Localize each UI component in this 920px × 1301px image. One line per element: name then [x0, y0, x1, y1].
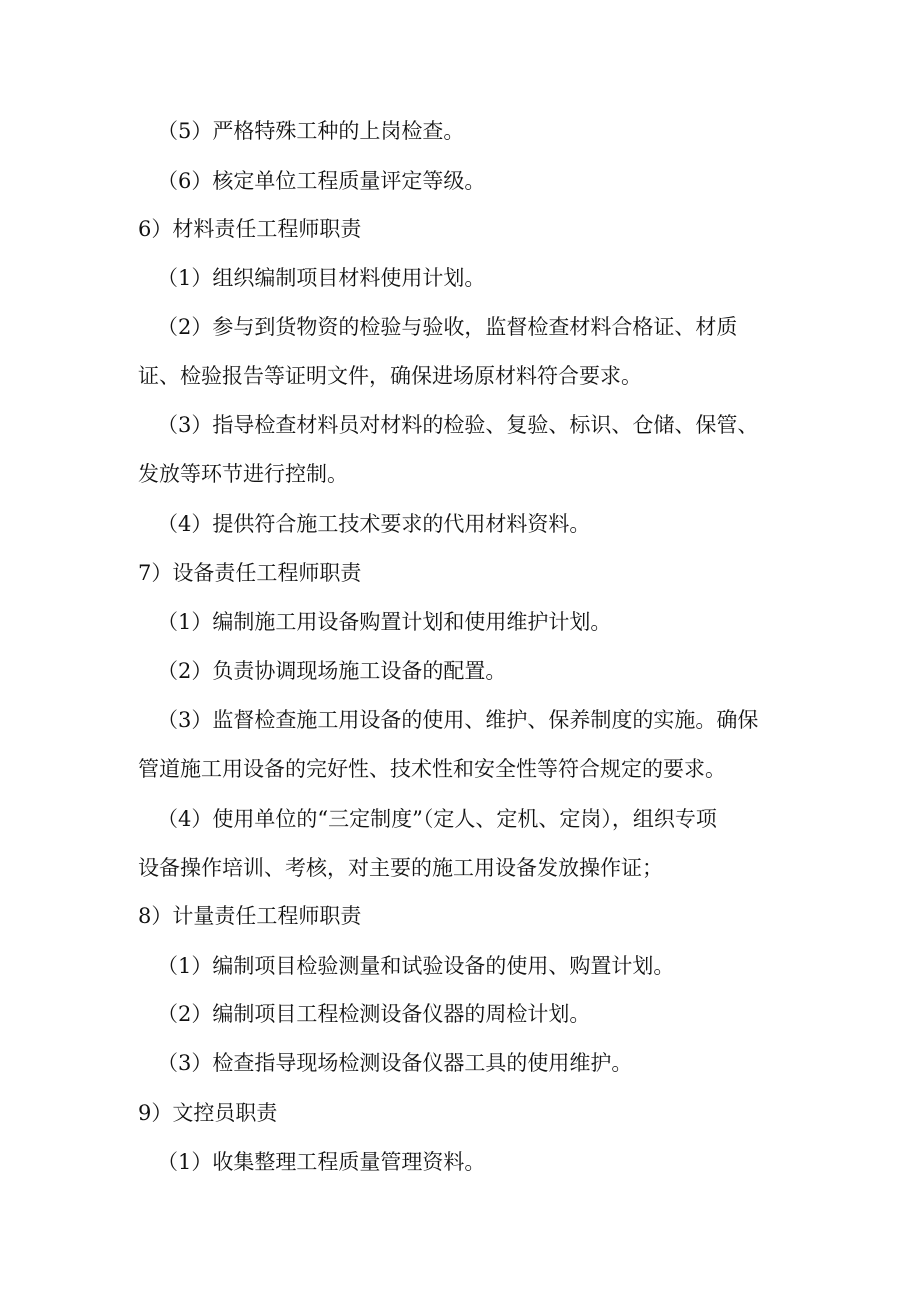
text-line: （2）负责协调现场施工设备的配置。	[157, 659, 507, 683]
text-line: （2）参与到货物资的检验与验收，监督检查材料合格证、材质	[157, 315, 738, 339]
text-line: （5）严格特殊工种的上岗检查。	[157, 119, 465, 143]
text-line: （3）监督检查施工用设备的使用、维护、保养制度的实施。确保	[157, 708, 759, 732]
text-line: （3）指导检查材料员对材料的检验、复验、标识、仓储、保管、	[157, 413, 759, 437]
text-line: （4）使用单位的“三定制度”（定人、定机、定岗），组织专项	[157, 807, 717, 831]
text-line: 发放等环节进行控制。	[138, 462, 348, 486]
text-line: （2）编制项目工程检测设备仪器的周检计划。	[157, 1002, 591, 1026]
text-line: 证、检验报告等证明文件，确保进场原材料符合要求。	[138, 364, 642, 388]
text-line: （1）编制项目检验测量和试验设备的使用、购置计划。	[157, 954, 675, 978]
text-line: （1）组织编制项目材料使用计划。	[157, 266, 486, 290]
text-line: （1）收集整理工程质量管理资料。	[157, 1150, 486, 1174]
text-line: （1）编制施工用设备购置计划和使用维护计划。	[157, 610, 612, 634]
section-heading: 8）计量责任工程师职责	[138, 904, 362, 928]
text-line: （6）核定单位工程质量评定等级。	[157, 169, 486, 193]
text-line: （4）提供符合施工技术要求的代用材料资料。	[157, 512, 591, 536]
section-heading: 9）文控员职责	[138, 1101, 278, 1125]
text-line: （3）检查指导现场检测设备仪器工具的使用维护。	[157, 1051, 633, 1075]
text-line: 设备操作培训、考核，对主要的施工用设备发放操作证；	[138, 856, 663, 880]
text-line: 管道施工用设备的完好性、技术性和安全性等符合规定的要求。	[138, 757, 726, 781]
section-heading: 7）设备责任工程师职责	[138, 561, 362, 585]
section-heading: 6）材料责任工程师职责	[138, 217, 362, 241]
